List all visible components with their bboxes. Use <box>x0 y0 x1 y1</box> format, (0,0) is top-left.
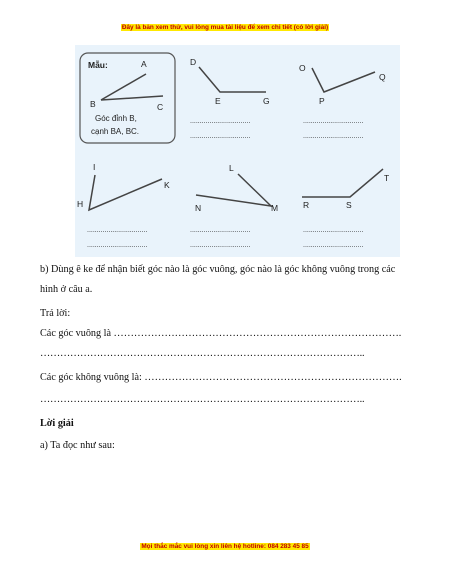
ray-BC <box>101 96 163 100</box>
angle-OPQ <box>312 68 375 92</box>
label-O: O <box>299 63 306 73</box>
label-S: S <box>346 200 352 210</box>
right-angles-line: Các góc vuông là …………………………………………………………………………. <box>40 328 402 339</box>
ray-BA <box>101 74 146 100</box>
angles-figure <box>75 45 400 257</box>
answer-dots-8: ............................... <box>190 242 251 249</box>
sample-title: Mẫu: <box>88 60 108 70</box>
sample-caption-1: Góc đỉnh B, <box>95 114 137 123</box>
angles-diagram <box>75 45 400 257</box>
answer-dots-7: ............................... <box>190 227 251 234</box>
preview-notice-banner <box>0 24 450 31</box>
answer-label: Trả lời: <box>40 308 71 319</box>
answer-dots-6: ............................... <box>87 242 148 249</box>
question-b: b) Dùng ê ke để nhận biết góc nào là góc vuông, góc nào là góc không vuông trong các hình ở câu a. <box>40 264 396 295</box>
label-M: M <box>271 203 279 213</box>
label-I: I <box>93 162 96 172</box>
label-N: N <box>195 203 202 213</box>
solution-a-text: a) Ta đọc như sau: <box>40 440 115 451</box>
answer-dots-1: ............................... <box>190 118 251 125</box>
label-R: R <box>303 200 310 210</box>
label-D: D <box>190 57 197 67</box>
dotted-answer-line-1: …………………………………………………………………………………….. <box>40 348 365 359</box>
answer-dots-2: ............................... <box>190 133 251 140</box>
label-A: A <box>141 59 147 69</box>
hotline-banner <box>0 543 450 550</box>
angle-DEG <box>199 67 266 92</box>
label-G: G <box>263 96 270 106</box>
solution-heading: Lời giải <box>40 418 74 429</box>
answer-dots-9: ............................... <box>303 227 364 234</box>
non-right-angles-line: Các góc không vuông là: …………………………………………………………………. <box>40 372 402 383</box>
answer-dots-3: ............................... <box>303 118 364 125</box>
label-H: H <box>77 199 84 209</box>
hotline-text: Mọi thắc mắc vui lòng xin liên hệ hotline: 084 283 45 85 <box>141 543 309 550</box>
label-T: T <box>384 173 390 183</box>
label-K: K <box>164 180 170 190</box>
label-B: B <box>90 99 96 109</box>
label-C: C <box>157 102 164 112</box>
preview-notice-text: Đây là bản xem thử, vui lòng mua tài liệu để xem chi tiết (có lời giải) <box>121 24 329 31</box>
angle-IHK <box>89 175 162 210</box>
answer-dots-10: ............................... <box>303 242 364 249</box>
angle-RST <box>302 169 383 197</box>
label-L: L <box>229 163 234 173</box>
label-P: P <box>319 96 325 106</box>
label-E: E <box>215 96 221 106</box>
label-Q: Q <box>379 72 386 82</box>
dotted-answer-line-2: …………………………………………………………………………………….. <box>40 394 365 405</box>
sample-caption-2: cạnh BA, BC. <box>91 127 140 136</box>
angle-LMN <box>196 174 271 206</box>
answer-dots-5: ............................... <box>87 227 148 234</box>
answer-dots-4: ............................... <box>303 133 364 140</box>
